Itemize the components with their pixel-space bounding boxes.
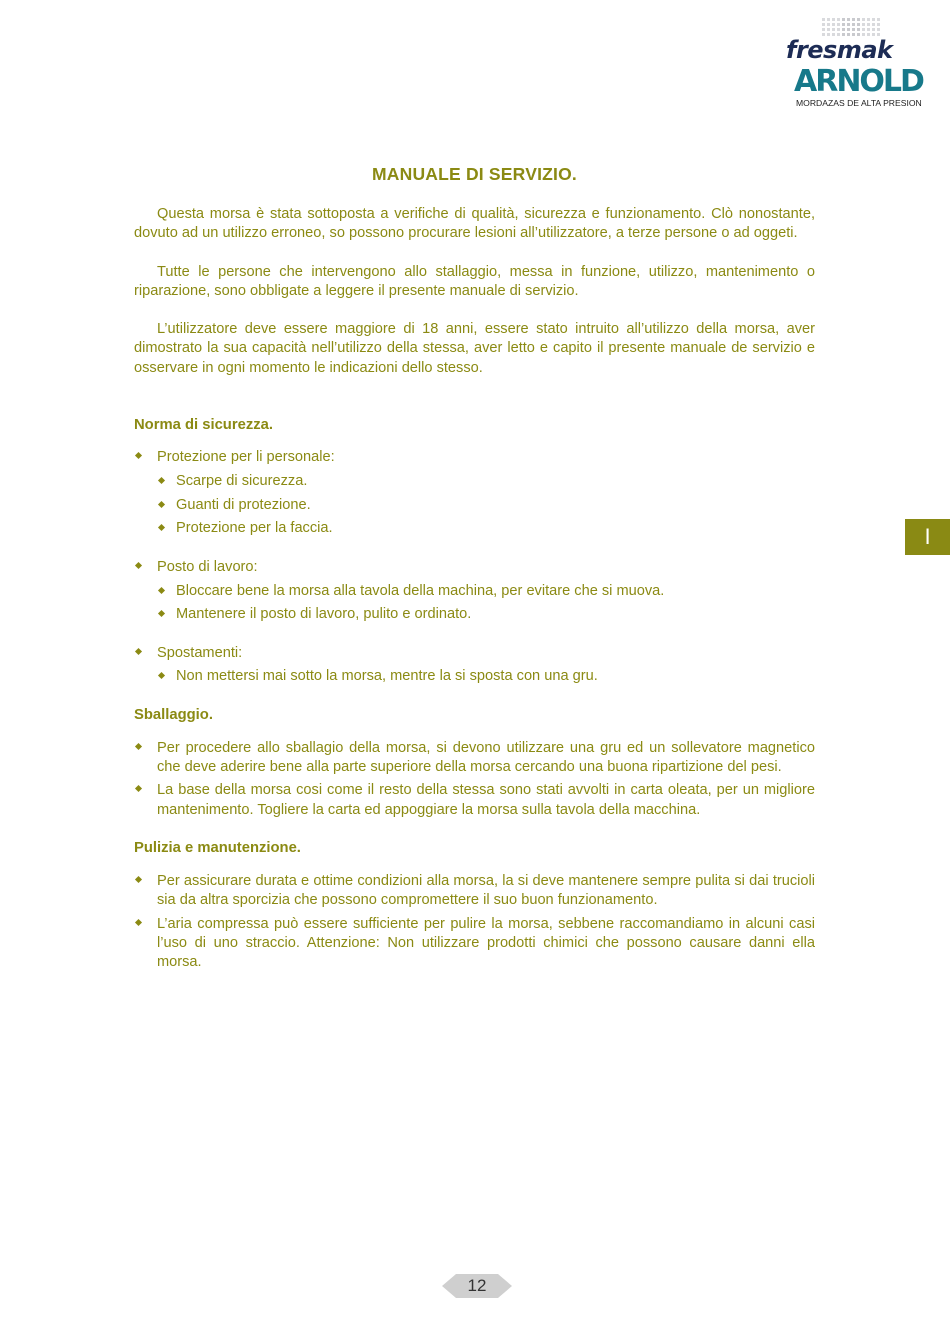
bullet-icon <box>135 918 142 925</box>
logo-grid-dot <box>867 23 870 26</box>
intro-paragraph: L’utilizzatore deve essere maggiore di 18 anni, essere stato intruito all’utilizzo della morsa, aver dimostrato la sua capacità nell’utilizzo della stessa, aver letto e capito il presente manuale de servizio e osservare in ogni momento le indicazioni dello stesso. <box>134 321 815 376</box>
logo-grid-dot <box>822 23 825 26</box>
sub-list-item <box>157 605 815 624</box>
logo-grid-dot <box>857 23 860 26</box>
logo-grid-dot <box>862 18 865 21</box>
logo-grid-dot <box>847 18 850 21</box>
bullet-icon <box>158 524 165 531</box>
brand-arnold: ARNOLD <box>794 64 923 99</box>
logo-grid-dot <box>842 18 845 21</box>
section-heading-safety: Norma di sicurezza. <box>134 417 273 434</box>
sub-list-item <box>157 496 815 515</box>
logo-grid-dot <box>822 18 825 21</box>
list-item-text: L’aria compressa può essere sufficiente per pulire la morsa, sebbene raccomandiamo in alcuni casi l’uso di uno straccio. Attenzione: Non utilizzare prodotti chimici che possono causare danni ella morsa. <box>157 915 815 971</box>
list-item <box>134 872 815 911</box>
list-item-label: Protezione per li personale: <box>157 449 335 466</box>
logo-grid-dot <box>867 28 870 31</box>
sub-list <box>157 472 815 539</box>
page-number: 12 <box>467 1276 487 1295</box>
logo-grid-dot <box>842 23 845 26</box>
list-item-text: Per assicurare durata e ottime condizioni alla morsa, la si deve mantenere sempre pulita si dai trucioli sia da altra sporcizia che possono compromettere il suo buon funzionamento. <box>157 872 815 909</box>
sub-list-item-text: Mantenere il posto di lavoro, pulito e ordinato. <box>176 606 472 623</box>
logo-grid-dot <box>877 28 880 31</box>
logo-grid-dot <box>832 18 835 21</box>
logo-grid-dot <box>872 23 875 26</box>
cleaning-list <box>134 872 815 972</box>
sub-list-item <box>157 667 815 686</box>
list-item-label: Spostamenti: <box>157 644 243 661</box>
bullet-icon <box>135 876 142 883</box>
sub-list <box>157 667 815 686</box>
logo-grid-dot <box>827 28 830 31</box>
logo-grid-dot <box>872 18 875 21</box>
sub-list-item-text: Non mettersi mai sotto la morsa, mentre la si sposta con una gru. <box>176 668 598 685</box>
page-title: MANUALE DI SERVIZIO. <box>372 164 577 184</box>
sub-list-item <box>157 582 815 601</box>
list-item-text: La base della morsa cosi come il resto della stessa sono stati avvolti in carta oleata, per un migliore mantenimento. Togliere la carta ed appoggiare la morsa sulla tavola della macchina. <box>157 782 815 818</box>
sub-list <box>157 582 815 625</box>
logo-grid-dot <box>862 23 865 26</box>
sub-list-item <box>157 472 815 491</box>
logo-grid-dot <box>837 28 840 31</box>
safety-list <box>134 448 815 687</box>
section-heading-cleaning: Pulizia e manutenzione. <box>134 839 301 856</box>
intro-paragraph: Tutte le persone che intervengono allo stallaggio, messa in funzione, utilizzo, mantenimento o riparazione, sono obbligate a leggere il presente manuale di servizio. <box>134 263 815 299</box>
logo-grid-dot <box>832 23 835 26</box>
sub-list-item-text: Protezione per la faccia. <box>176 520 333 537</box>
brand-tagline: MORDAZAS DE ALTA PRESION <box>796 98 922 108</box>
list-item <box>134 915 815 973</box>
logo-grid-dot <box>877 23 880 26</box>
logo-grid-dot <box>837 23 840 26</box>
logo-grid-dot <box>842 28 845 31</box>
bullet-icon <box>158 610 165 617</box>
list-item-label: Posto di lavoro: <box>157 558 258 575</box>
list-item <box>134 558 815 625</box>
logo-grid-dot <box>872 28 875 31</box>
logo-grid-dot <box>852 23 855 26</box>
bullet-icon <box>135 562 142 569</box>
logo-grid-dot <box>877 18 880 21</box>
list-item <box>134 644 815 687</box>
bullet-icon <box>158 477 165 484</box>
logo-grid-dot <box>847 28 850 31</box>
sub-list-item-text: Guanti di protezione. <box>176 496 311 513</box>
brand-logo <box>780 18 940 113</box>
logo-grid-dot <box>867 18 870 21</box>
sub-list-item-text: Bloccare bene la morsa alla tavola della machina, per evitare che si muova. <box>176 582 665 599</box>
logo-grid-dot <box>862 28 865 31</box>
logo-grid-dot <box>832 28 835 31</box>
logo-grid-icon <box>822 18 880 38</box>
logo-grid-dot <box>827 23 830 26</box>
list-item-text: Per procedere allo sballagio della morsa, si devono utilizzare una gru ed un sollevatore magnetico che deve aderire bene alla parte superiore della morsa cercando una buona ripartizione del pesi. <box>157 739 815 776</box>
section-heading-unpacking: Sballaggio. <box>134 706 213 723</box>
unpacking-list <box>134 739 815 820</box>
logo-grid-dot <box>852 18 855 21</box>
bullet-icon <box>135 785 142 792</box>
document-body <box>134 164 815 972</box>
logo-grid-dot <box>857 28 860 31</box>
language-tab: I <box>905 519 950 555</box>
logo-grid-dot <box>852 28 855 31</box>
bullet-icon <box>158 672 165 679</box>
intro-paragraph: Questa morsa è stata sottoposta a verifiche di qualità, sicurezza e funzionamento. Clò nonostante, dovuto ad un utilizzo erroneo, so possono procurare lesioni all’utilizzatore, a terze persone o ad oggeti. <box>134 206 815 242</box>
logo-grid-dot <box>847 23 850 26</box>
logo-grid-dot <box>837 18 840 21</box>
logo-grid-dot <box>857 18 860 21</box>
logo-grid-dot <box>822 28 825 31</box>
sub-list-item <box>157 519 815 538</box>
brand-fresmak: fresmak <box>786 36 893 64</box>
bullet-icon <box>135 452 142 459</box>
bullet-icon <box>158 587 165 594</box>
logo-grid-dot <box>827 18 830 21</box>
bullet-icon <box>135 648 142 655</box>
list-item <box>134 739 815 778</box>
list-item <box>134 448 815 539</box>
list-item <box>134 781 815 820</box>
bullet-icon <box>135 743 142 750</box>
page-number-badge <box>442 1273 512 1299</box>
sub-list-item-text: Scarpe di sicurezza. <box>176 472 308 489</box>
bullet-icon <box>158 501 165 508</box>
